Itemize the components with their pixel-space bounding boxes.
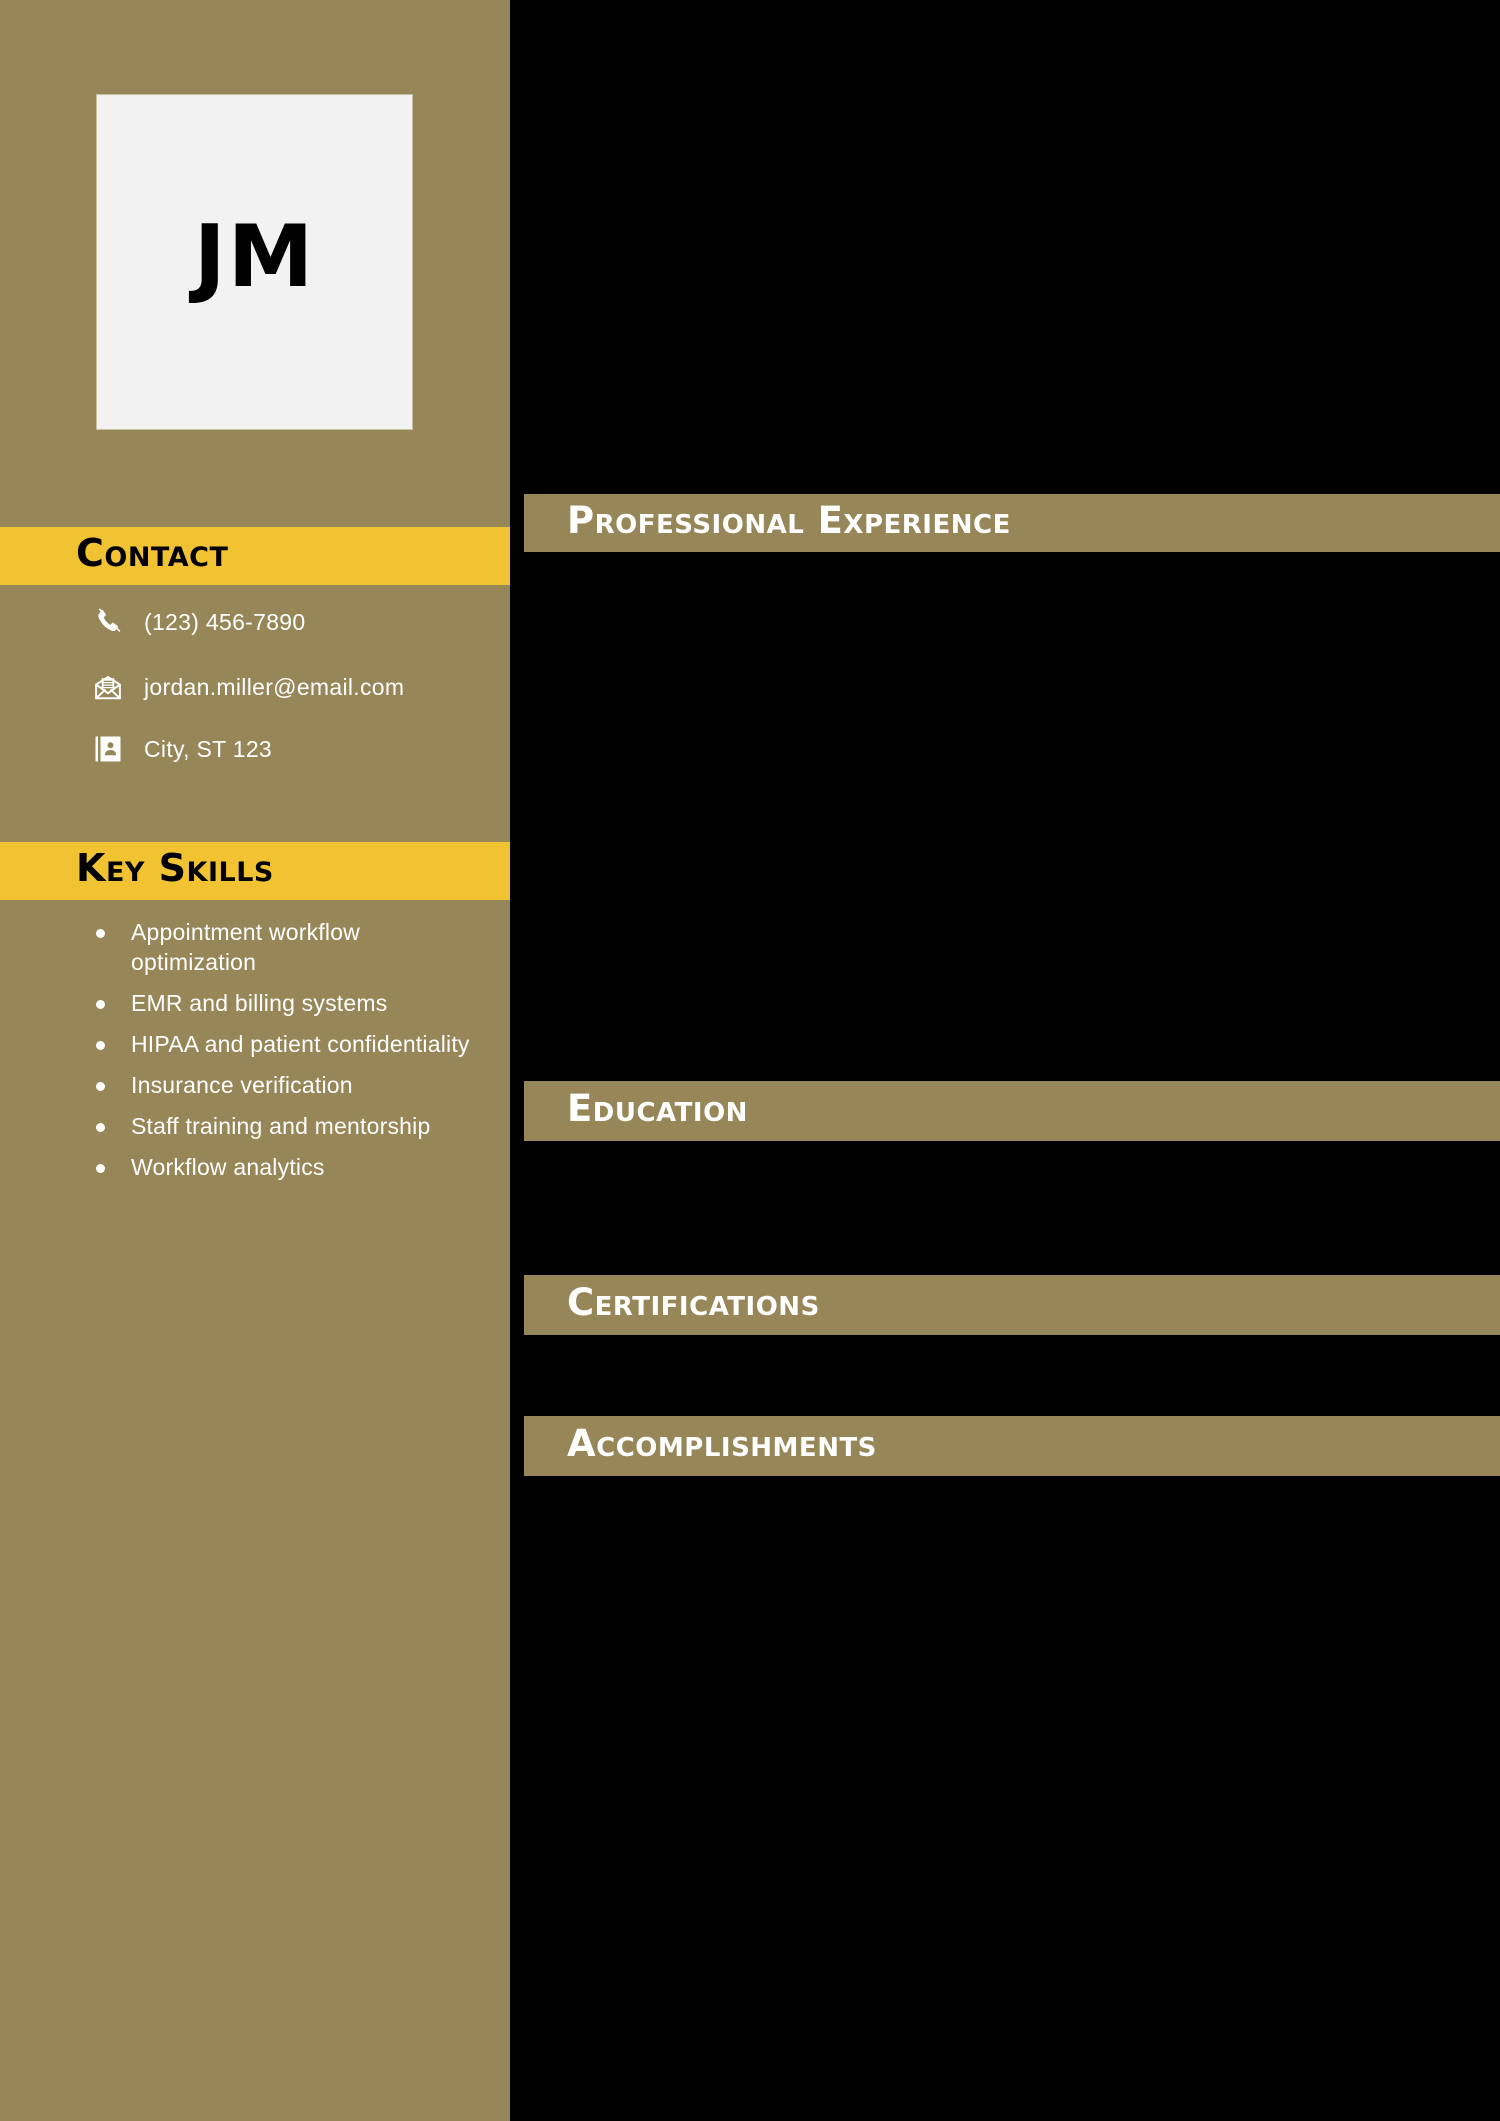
skill-item: HIPAA and patient confidentiality [0, 1029, 471, 1059]
section-education [524, 1081, 1500, 1141]
envelope-open-icon [92, 671, 124, 703]
contact-email [92, 669, 404, 705]
phone-icon [92, 606, 124, 638]
avatar-initials [96, 94, 413, 430]
contact-address [92, 731, 272, 767]
initials: JM [193, 207, 316, 307]
section-heading: Certifications [567, 1281, 820, 1324]
contact-card-icon [92, 733, 124, 765]
sidebar [0, 0, 510, 2121]
skill-item: Staff training and mentorship [0, 1111, 471, 1141]
section-certifications [524, 1275, 1500, 1335]
address-text: City, ST 123 [144, 735, 273, 762]
skills-heading-bar [0, 842, 510, 900]
skill-item: Appointment workflow optimization [0, 917, 471, 977]
skills-list [0, 917, 510, 1193]
skill-item: EMR and billing systems [0, 988, 471, 1018]
contact-phone [92, 604, 305, 640]
skill-item: Insurance verification [0, 1070, 471, 1100]
skill-item: Workflow analytics [0, 1152, 471, 1182]
phone-text[interactable]: (123) 456-7890 [144, 608, 306, 635]
contact-heading-bar [0, 527, 510, 585]
section-heading: Education [567, 1087, 748, 1130]
section-accomplishments [524, 1416, 1500, 1476]
section-professional-experience [524, 494, 1500, 552]
email-text[interactable]: jordan.miller@email.com [144, 673, 405, 700]
skills-heading: Key Skills [76, 846, 274, 890]
contact-heading: Contact [76, 531, 229, 575]
section-heading: Professional Experience [567, 499, 1011, 542]
section-heading: Accomplishments [567, 1422, 877, 1465]
